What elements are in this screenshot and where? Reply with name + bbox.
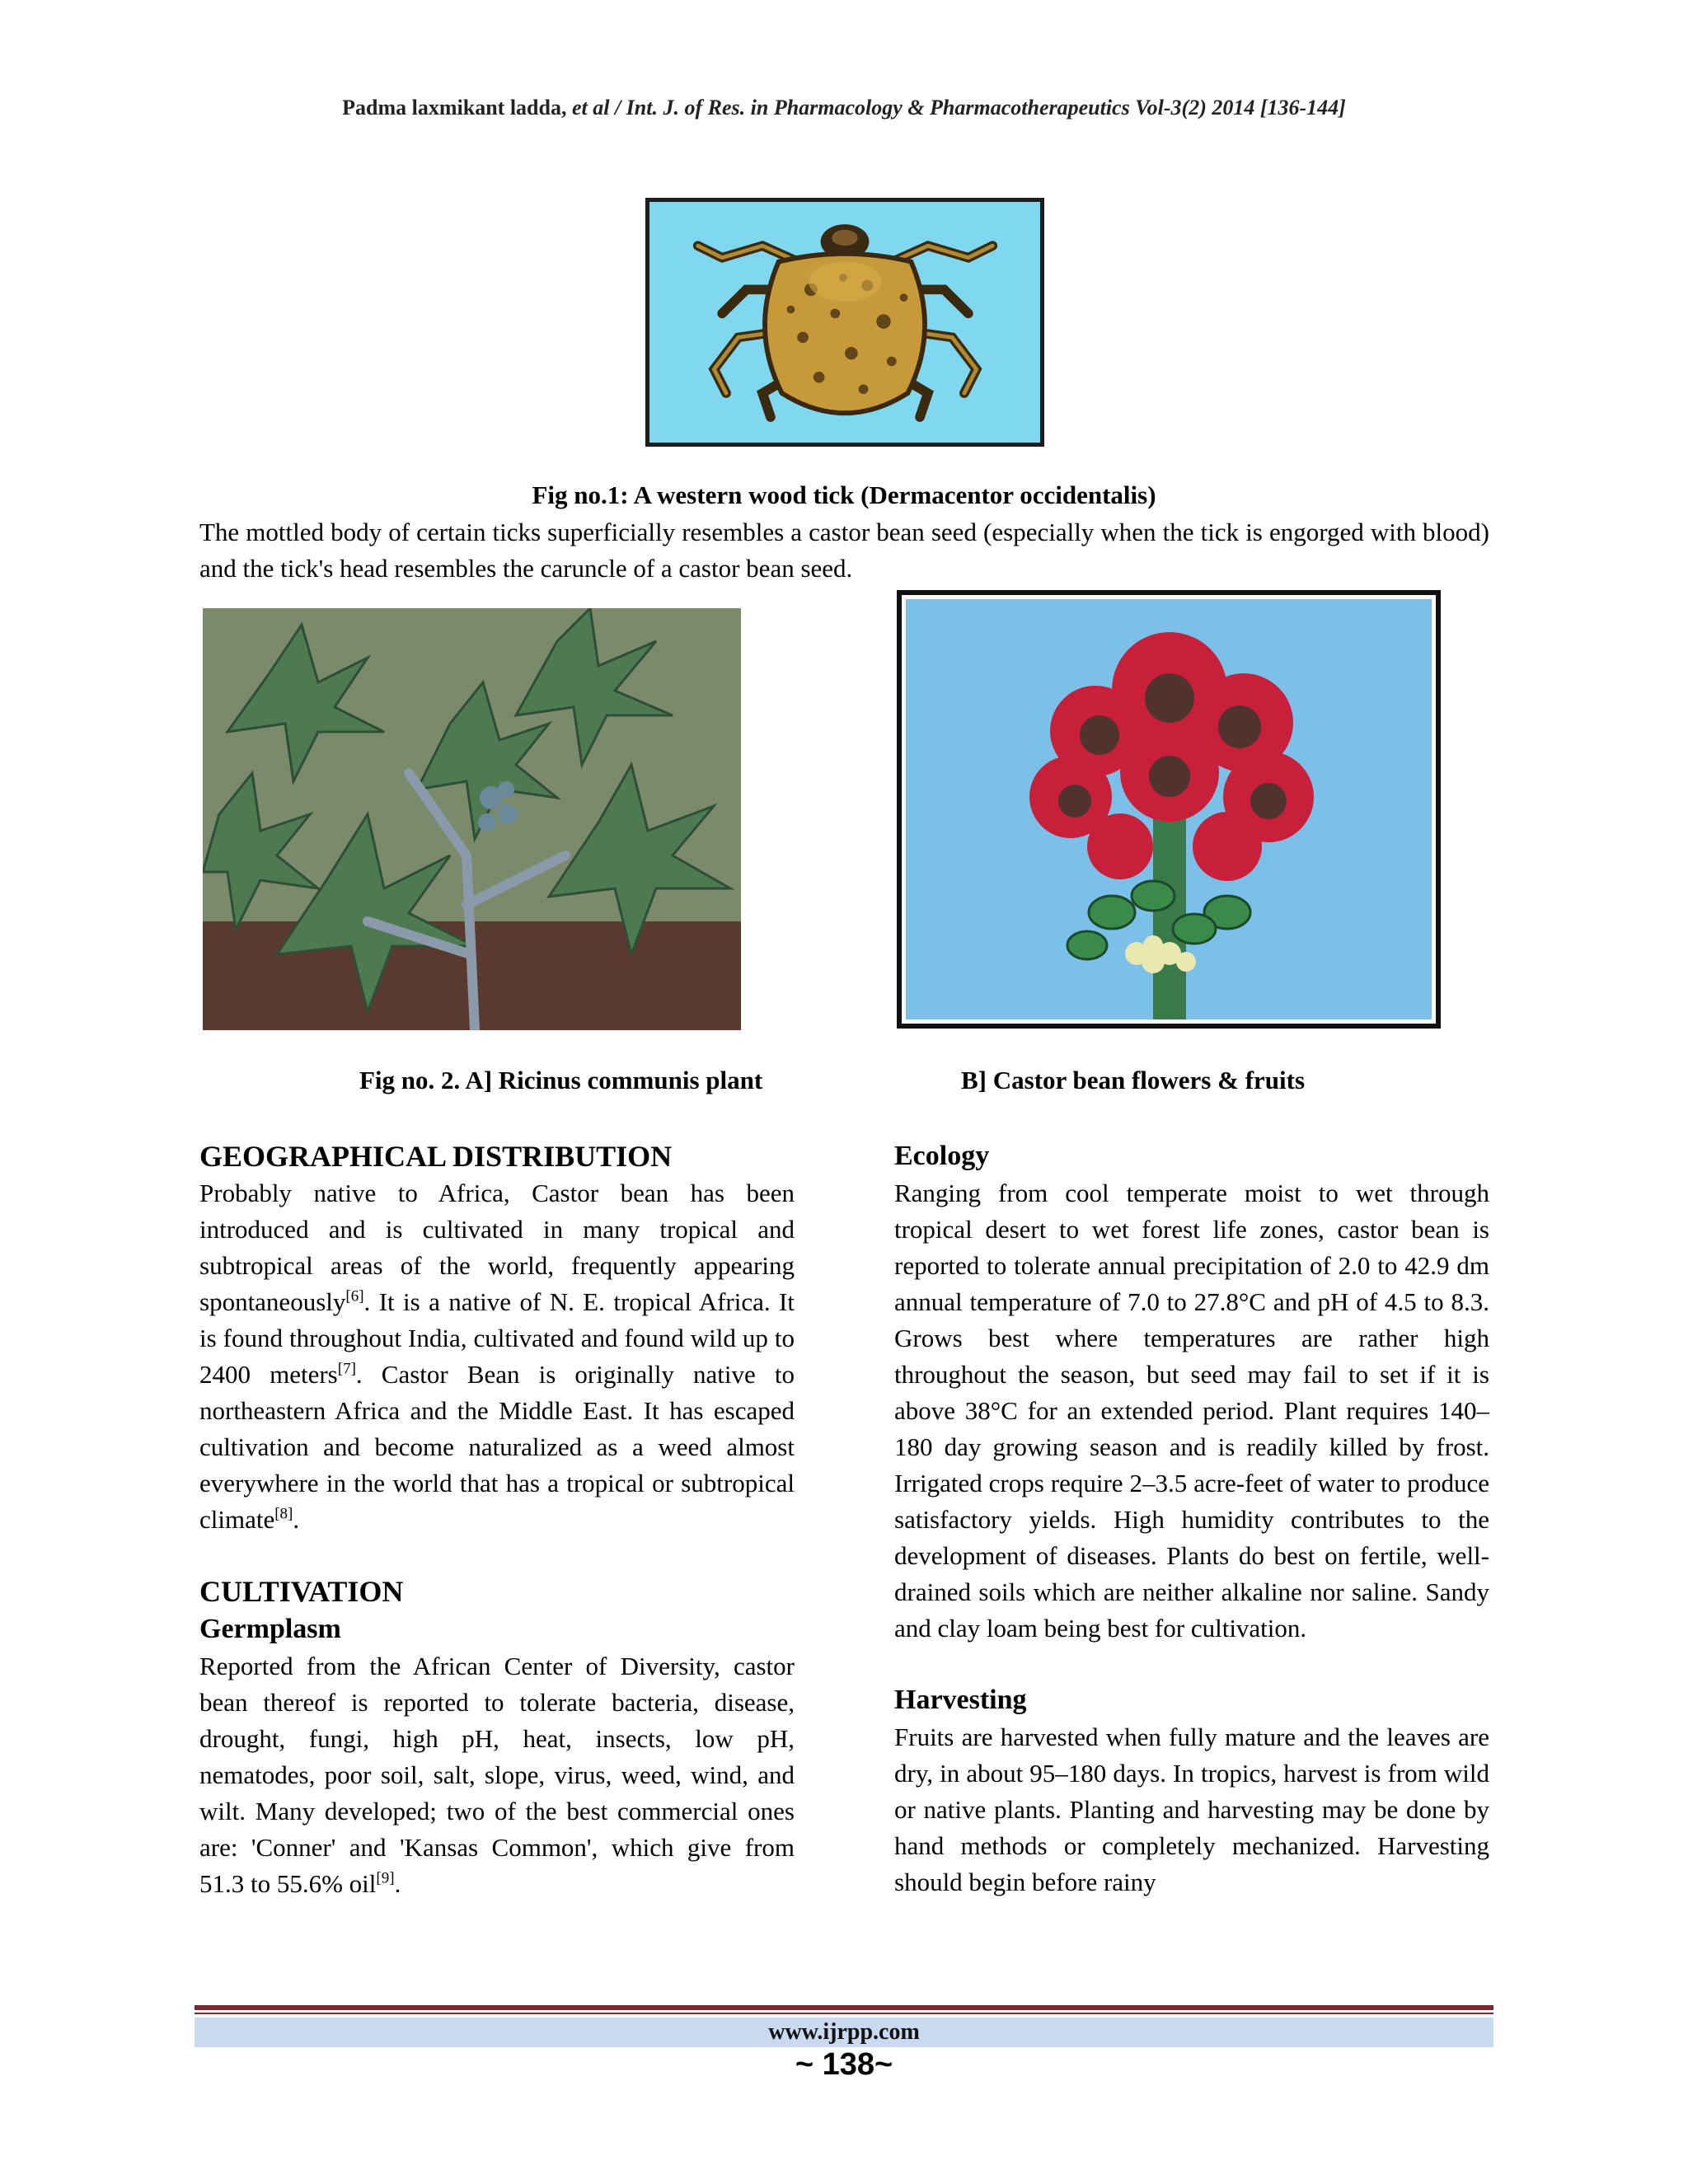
geo-text-1: Probably native to Africa, Castor bean has been introduced and is cultivated in many tropical and subtropical areas of the world, frequently appearing spontaneously bbox=[199, 1179, 795, 1316]
figure-tick-image bbox=[645, 198, 1044, 447]
germplasm-heading: Germplasm bbox=[199, 1614, 341, 1644]
figure-2b-caption: B] Castor bean flowers & fruits bbox=[961, 1066, 1306, 1094]
page-number: ~ 138~ bbox=[795, 2047, 893, 2082]
harvesting-paragraph: Fruits are harvested when fully mature and the leaves are dry, in about 95–180 days. In tropics, harvest is from wild or native plants. Planting and harvesting may be done by hand methods or completely mechanized. Harvesting should begin before rainy bbox=[894, 1722, 1489, 1896]
geo-text-2: . It is a native of N. E. tropical Africa. It is found throughout India, cultivated and found wild up to 2400 meters bbox=[199, 1287, 795, 1389]
running-header bbox=[0, 96, 1688, 120]
fig1-caption-prefix: Fig no.1: A western wood tick ( bbox=[532, 480, 870, 509]
germplasm-text-end: . bbox=[394, 1869, 401, 1898]
harvesting-heading: Harvesting bbox=[894, 1685, 1027, 1715]
header-journal: et al / Int. J. of Res. in Pharmacology & Pharmacotherapeutics Vol-3(2) 2014 [136-144] bbox=[566, 96, 1346, 120]
header-author: Padma laxmikant ladda, bbox=[342, 96, 567, 120]
right-column bbox=[894, 1137, 1489, 1900]
ecology-heading: Ecology bbox=[894, 1141, 990, 1171]
geographical-distribution-heading: GEOGRAPHICAL DISTRIBUTION bbox=[199, 1140, 673, 1173]
figure-plant-image bbox=[203, 608, 741, 1030]
ecology-paragraph: Ranging from cool temperate moist to wet through tropical desert to wet forest life zones, castor bean is reported to tolerate annual precipitation of 2.0 to 42.9 dm annual temperature of 7.0 to 27.8°C and pH of 4.5 to 8.3. Grows best where temperatures are rather high throughout the season, but seed may fail to set if it is above 38°C for an extended period. Plant requires 140–180 day growing season and is readily killed by frost. Irrigated crops require 2–3.5 acre-feet of water to produce satisfactory yields. High humidity contributes to the development of diseases. Plants do best on fertile, well-drained soils which are neither alkaline nor saline. Sandy and clay loam being best for cultivation. bbox=[894, 1179, 1489, 1643]
geo-ref-6: [6] bbox=[345, 1287, 364, 1305]
cultivation-heading: CULTIVATION bbox=[199, 1575, 404, 1608]
intro-paragraph: The mottled body of certain ticks superficially resembles a castor bean seed (especially when the tick is engorged with blood) and the tick's head resembles the caruncle of a castor bean seed. bbox=[199, 518, 1489, 583]
germplasm-paragraph bbox=[199, 1648, 795, 1902]
geo-ref-8: [8] bbox=[274, 1505, 293, 1523]
footer-rule-thick bbox=[195, 2005, 1493, 2010]
geographical-distribution-paragraph bbox=[199, 1175, 795, 1538]
figure-flowers-image bbox=[897, 590, 1441, 1029]
germplasm-text: Reported from the African Center of Diversity, castor bean thereof is reported to tolerate bacteria, disease, drought, fungi, high pH, heat, insects, low pH, nematodes, poor soil, salt, slope, virus, weed, wind, and wilt. Many developed; two of the best commercial ones are: 'Conner' and 'Kansas Common', which give from 51.3 to 55.6% oil bbox=[199, 1652, 795, 1898]
geo-text-4: . bbox=[293, 1505, 300, 1534]
germplasm-ref-9: [9] bbox=[376, 1869, 395, 1887]
figure-1-caption bbox=[0, 480, 1688, 510]
geo-ref-7: [7] bbox=[337, 1360, 356, 1378]
left-column bbox=[199, 1137, 795, 1902]
geo-text-3: . Castor Bean is originally native to northeastern Africa and the Middle East. It has escaped cultivation and become naturalized as a weed almost everywhere in the world that has a tropical or subtropical climate bbox=[199, 1360, 795, 1534]
figure-2a-caption: Fig no. 2. A] Ricinus communis plant bbox=[359, 1066, 763, 1094]
footer-url-link[interactable]: www.ijrpp.com bbox=[768, 2019, 920, 2045]
fig1-caption-suffix: ) bbox=[1147, 480, 1156, 509]
fig1-caption-species: Dermacentor occidentalis bbox=[869, 480, 1148, 509]
footer-rule-thin bbox=[195, 2013, 1493, 2014]
